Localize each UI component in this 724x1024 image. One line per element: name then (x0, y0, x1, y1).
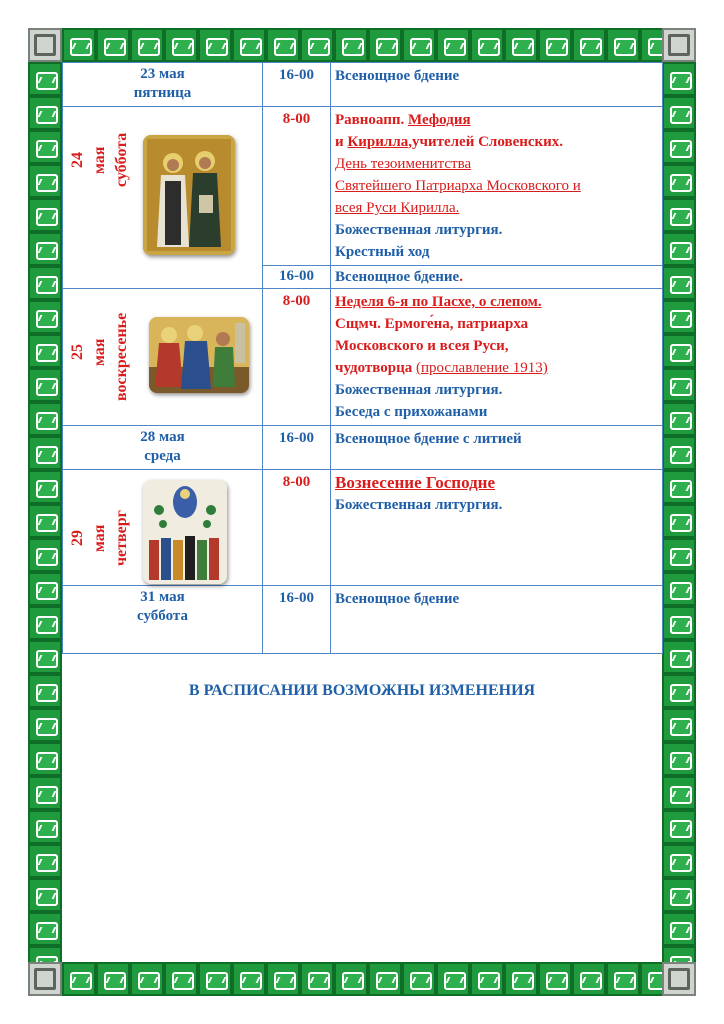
frame-tile-icon (662, 572, 696, 606)
date-label: 23 мая (140, 66, 185, 82)
table-row (63, 289, 663, 426)
frame-tile-icon (232, 28, 266, 62)
frame-tile-icon (662, 538, 696, 572)
frame-tile-icon (28, 130, 62, 164)
frame-tile-icon (662, 300, 696, 334)
frame-tile-icon (662, 470, 696, 504)
frame-tile-icon (436, 28, 470, 62)
month-label: мая (91, 338, 108, 366)
frame-corner-icon (28, 962, 62, 996)
frame-tile-icon (28, 674, 62, 708)
feast-prefix: Равноапп. (335, 112, 408, 128)
frame-tile-icon (662, 266, 696, 300)
saint-name-cyril: Кирилла (347, 134, 409, 150)
frame-tile-icon (28, 640, 62, 674)
frame-tile-icon (96, 962, 130, 996)
ascension-icon (143, 480, 227, 584)
saint-name-methodius: Мефодия (408, 112, 471, 128)
frame-tile-icon (28, 504, 62, 538)
frame-tile-icon (28, 810, 62, 844)
day-number: 25 (69, 344, 86, 360)
frame-tile-icon (662, 368, 696, 402)
frame-tile-icon (538, 962, 572, 996)
frame-tile-icon (662, 776, 696, 810)
frame-tile-icon (300, 962, 334, 996)
frame-tile-icon (662, 844, 696, 878)
event-cell (331, 470, 663, 586)
frame-tile-icon (662, 402, 696, 436)
weekday-label: суббота (113, 132, 130, 188)
time-cell: 16-00 (263, 586, 331, 654)
frame-tile-icon (436, 962, 470, 996)
vertical-date (69, 297, 139, 447)
date-label: 31 мая (140, 589, 185, 605)
frame-tile-icon (662, 96, 696, 130)
frame-tile-icon (130, 962, 164, 996)
vertical-date (69, 115, 139, 265)
time-cell: 8-00 (263, 289, 331, 426)
table-row (63, 586, 663, 654)
date-label: 28 мая (140, 429, 185, 445)
frame-tile-icon (164, 962, 198, 996)
feast-title: Неделя 6-я по Пасхе, о слепом. (335, 294, 542, 310)
vertical-date (69, 478, 139, 628)
frame-tile-icon (334, 962, 368, 996)
event-text: Всенощное бдение (335, 269, 460, 285)
frame-tile-icon (368, 962, 402, 996)
frame-tile-icon (28, 878, 62, 912)
frame-tile-icon (232, 962, 266, 996)
frame-tile-icon (28, 300, 62, 334)
event-cell (331, 426, 663, 470)
frame-tile-icon (266, 962, 300, 996)
nameday-line: всея Руси Кирилла. (335, 200, 460, 216)
frame-tile-icon (28, 776, 62, 810)
frame-tile-icon (662, 164, 696, 198)
time-cell: 8-00 (263, 470, 331, 586)
event-cell (331, 289, 663, 426)
event-punct: . (459, 269, 463, 285)
frame-tile-icon (62, 962, 96, 996)
event-text: Всенощное бдение с литией (335, 431, 522, 447)
frame-tile-icon (130, 28, 164, 62)
day-number: 29 (69, 530, 86, 546)
saint-line: Московского и всея Руси, (335, 338, 509, 354)
frame-tile-icon (662, 130, 696, 164)
frame-tile-icon (28, 368, 62, 402)
frame-tile-icon (28, 572, 62, 606)
frame-left-band (28, 62, 62, 962)
frame-tile-icon (198, 28, 232, 62)
frame-tile-icon (28, 742, 62, 776)
frame-tile-icon (28, 844, 62, 878)
glorification-note: (прославление 1913) (416, 360, 548, 376)
event-cell (331, 266, 663, 289)
event-text: Божественная литургия. (335, 497, 503, 513)
frame-tile-icon (662, 674, 696, 708)
event-text: Крестный ход (335, 244, 430, 260)
time-cell: 16-00 (263, 266, 331, 289)
frame-corner-icon (662, 962, 696, 996)
weekday-label: пятница (133, 85, 192, 101)
frame-tile-icon (662, 198, 696, 232)
event-text: Божественная литургия. (335, 222, 503, 238)
frame-tile-icon (28, 96, 62, 130)
frame-tile-icon (538, 28, 572, 62)
frame-tile-icon (662, 810, 696, 844)
frame-tile-icon (300, 28, 334, 62)
weekday-label: воскресенье (113, 312, 130, 402)
frame-tile-icon (606, 962, 640, 996)
frame-tile-icon (28, 232, 62, 266)
frame-tile-icon (28, 402, 62, 436)
frame-tile-icon (504, 962, 538, 996)
event-text: Всенощное бдение (335, 68, 460, 84)
frame-tile-icon (28, 538, 62, 572)
frame-tile-icon (28, 708, 62, 742)
frame-tile-icon (28, 436, 62, 470)
frame-tile-icon (62, 28, 96, 62)
frame-tile-icon (662, 436, 696, 470)
conj-and: и (335, 134, 348, 150)
frame-tile-icon (402, 28, 436, 62)
event-cell (331, 63, 663, 107)
frame-tile-icon (28, 266, 62, 300)
table-row (63, 426, 663, 470)
time-cell: 16-00 (263, 63, 331, 107)
frame-tile-icon (662, 946, 696, 962)
frame-tile-icon (28, 946, 62, 962)
healing-blind-man-icon (149, 317, 249, 393)
frame-tile-icon (504, 28, 538, 62)
frame-tile-icon (662, 232, 696, 266)
frame-right-band (662, 62, 696, 962)
feast-title (335, 109, 658, 131)
frame-bottom-band (28, 962, 696, 996)
event-text: Беседа с прихожанами (335, 404, 488, 420)
frame-tile-icon (368, 28, 402, 62)
frame-tile-icon (662, 334, 696, 368)
frame-tile-icon (606, 28, 640, 62)
saint-line: Сщмч. Ермоге́на, патриарха (335, 316, 529, 332)
frame-tile-icon (28, 334, 62, 368)
frame-tile-icon (572, 28, 606, 62)
frame-tile-icon (198, 962, 232, 996)
time-cell: 16-00 (263, 426, 331, 470)
saint-line (335, 357, 658, 379)
frame-tile-icon (402, 962, 436, 996)
frame-tile-icon (470, 28, 504, 62)
date-icon-cell (63, 107, 263, 289)
schedule-change-notice: В РАСПИСАНИИ ВОЗМОЖНЫ ИЗМЕНЕНИЯ (188, 682, 536, 699)
feast-title-cont (335, 131, 658, 153)
table-row (63, 107, 663, 266)
feast-title: Вознесение Господне (335, 473, 496, 492)
schedule-table (62, 62, 663, 654)
weekday-label: четверг (113, 510, 130, 566)
frame-tile-icon (470, 962, 504, 996)
event-cell (331, 107, 663, 266)
feast-rest: ,учителей Словенских. (408, 134, 564, 150)
table-row (63, 63, 663, 107)
frame-tile-icon (662, 504, 696, 538)
frame-tile-icon (662, 640, 696, 674)
frame-tile-icon (662, 708, 696, 742)
frame-corner-icon (28, 28, 62, 62)
frame-tile-icon (266, 28, 300, 62)
date-icon-cell (63, 289, 263, 426)
saint-title: чудотворца (335, 360, 413, 376)
time-cell: 8-00 (263, 107, 331, 266)
table-row (63, 470, 663, 586)
frame-tile-icon (28, 912, 62, 946)
frame-tile-icon (96, 28, 130, 62)
frame-corner-icon (662, 28, 696, 62)
frame-tile-icon (28, 164, 62, 198)
frame-tile-icon (662, 62, 696, 96)
event-cell (331, 586, 663, 654)
weekday-label: суббота (137, 608, 188, 624)
frame-tile-icon (662, 912, 696, 946)
schedule-page (62, 62, 662, 962)
nameday-line: Святейшего Патриарха Московского и (335, 178, 581, 194)
frame-tile-icon (28, 606, 62, 640)
saints-cyril-methodius-icon (143, 135, 235, 255)
frame-tile-icon (662, 878, 696, 912)
frame-tile-icon (572, 962, 606, 996)
frame-tile-icon (164, 28, 198, 62)
day-number: 24 (69, 152, 86, 168)
frame-tile-icon (28, 198, 62, 232)
date-cell (63, 63, 263, 107)
frame-tile-icon (334, 28, 368, 62)
nameday-line: День тезоименитства (335, 156, 472, 172)
weekday-label: среда (144, 448, 181, 464)
frame-tile-icon (662, 606, 696, 640)
event-text: Божественная литургия. (335, 382, 503, 398)
month-label: мая (91, 146, 108, 174)
frame-tile-icon (28, 470, 62, 504)
frame-top-band (28, 28, 696, 62)
frame-tile-icon (28, 62, 62, 96)
month-label: мая (91, 524, 108, 552)
frame-tile-icon (662, 742, 696, 776)
event-text: Всенощное бдение (335, 591, 460, 607)
date-icon-cell (63, 470, 263, 586)
